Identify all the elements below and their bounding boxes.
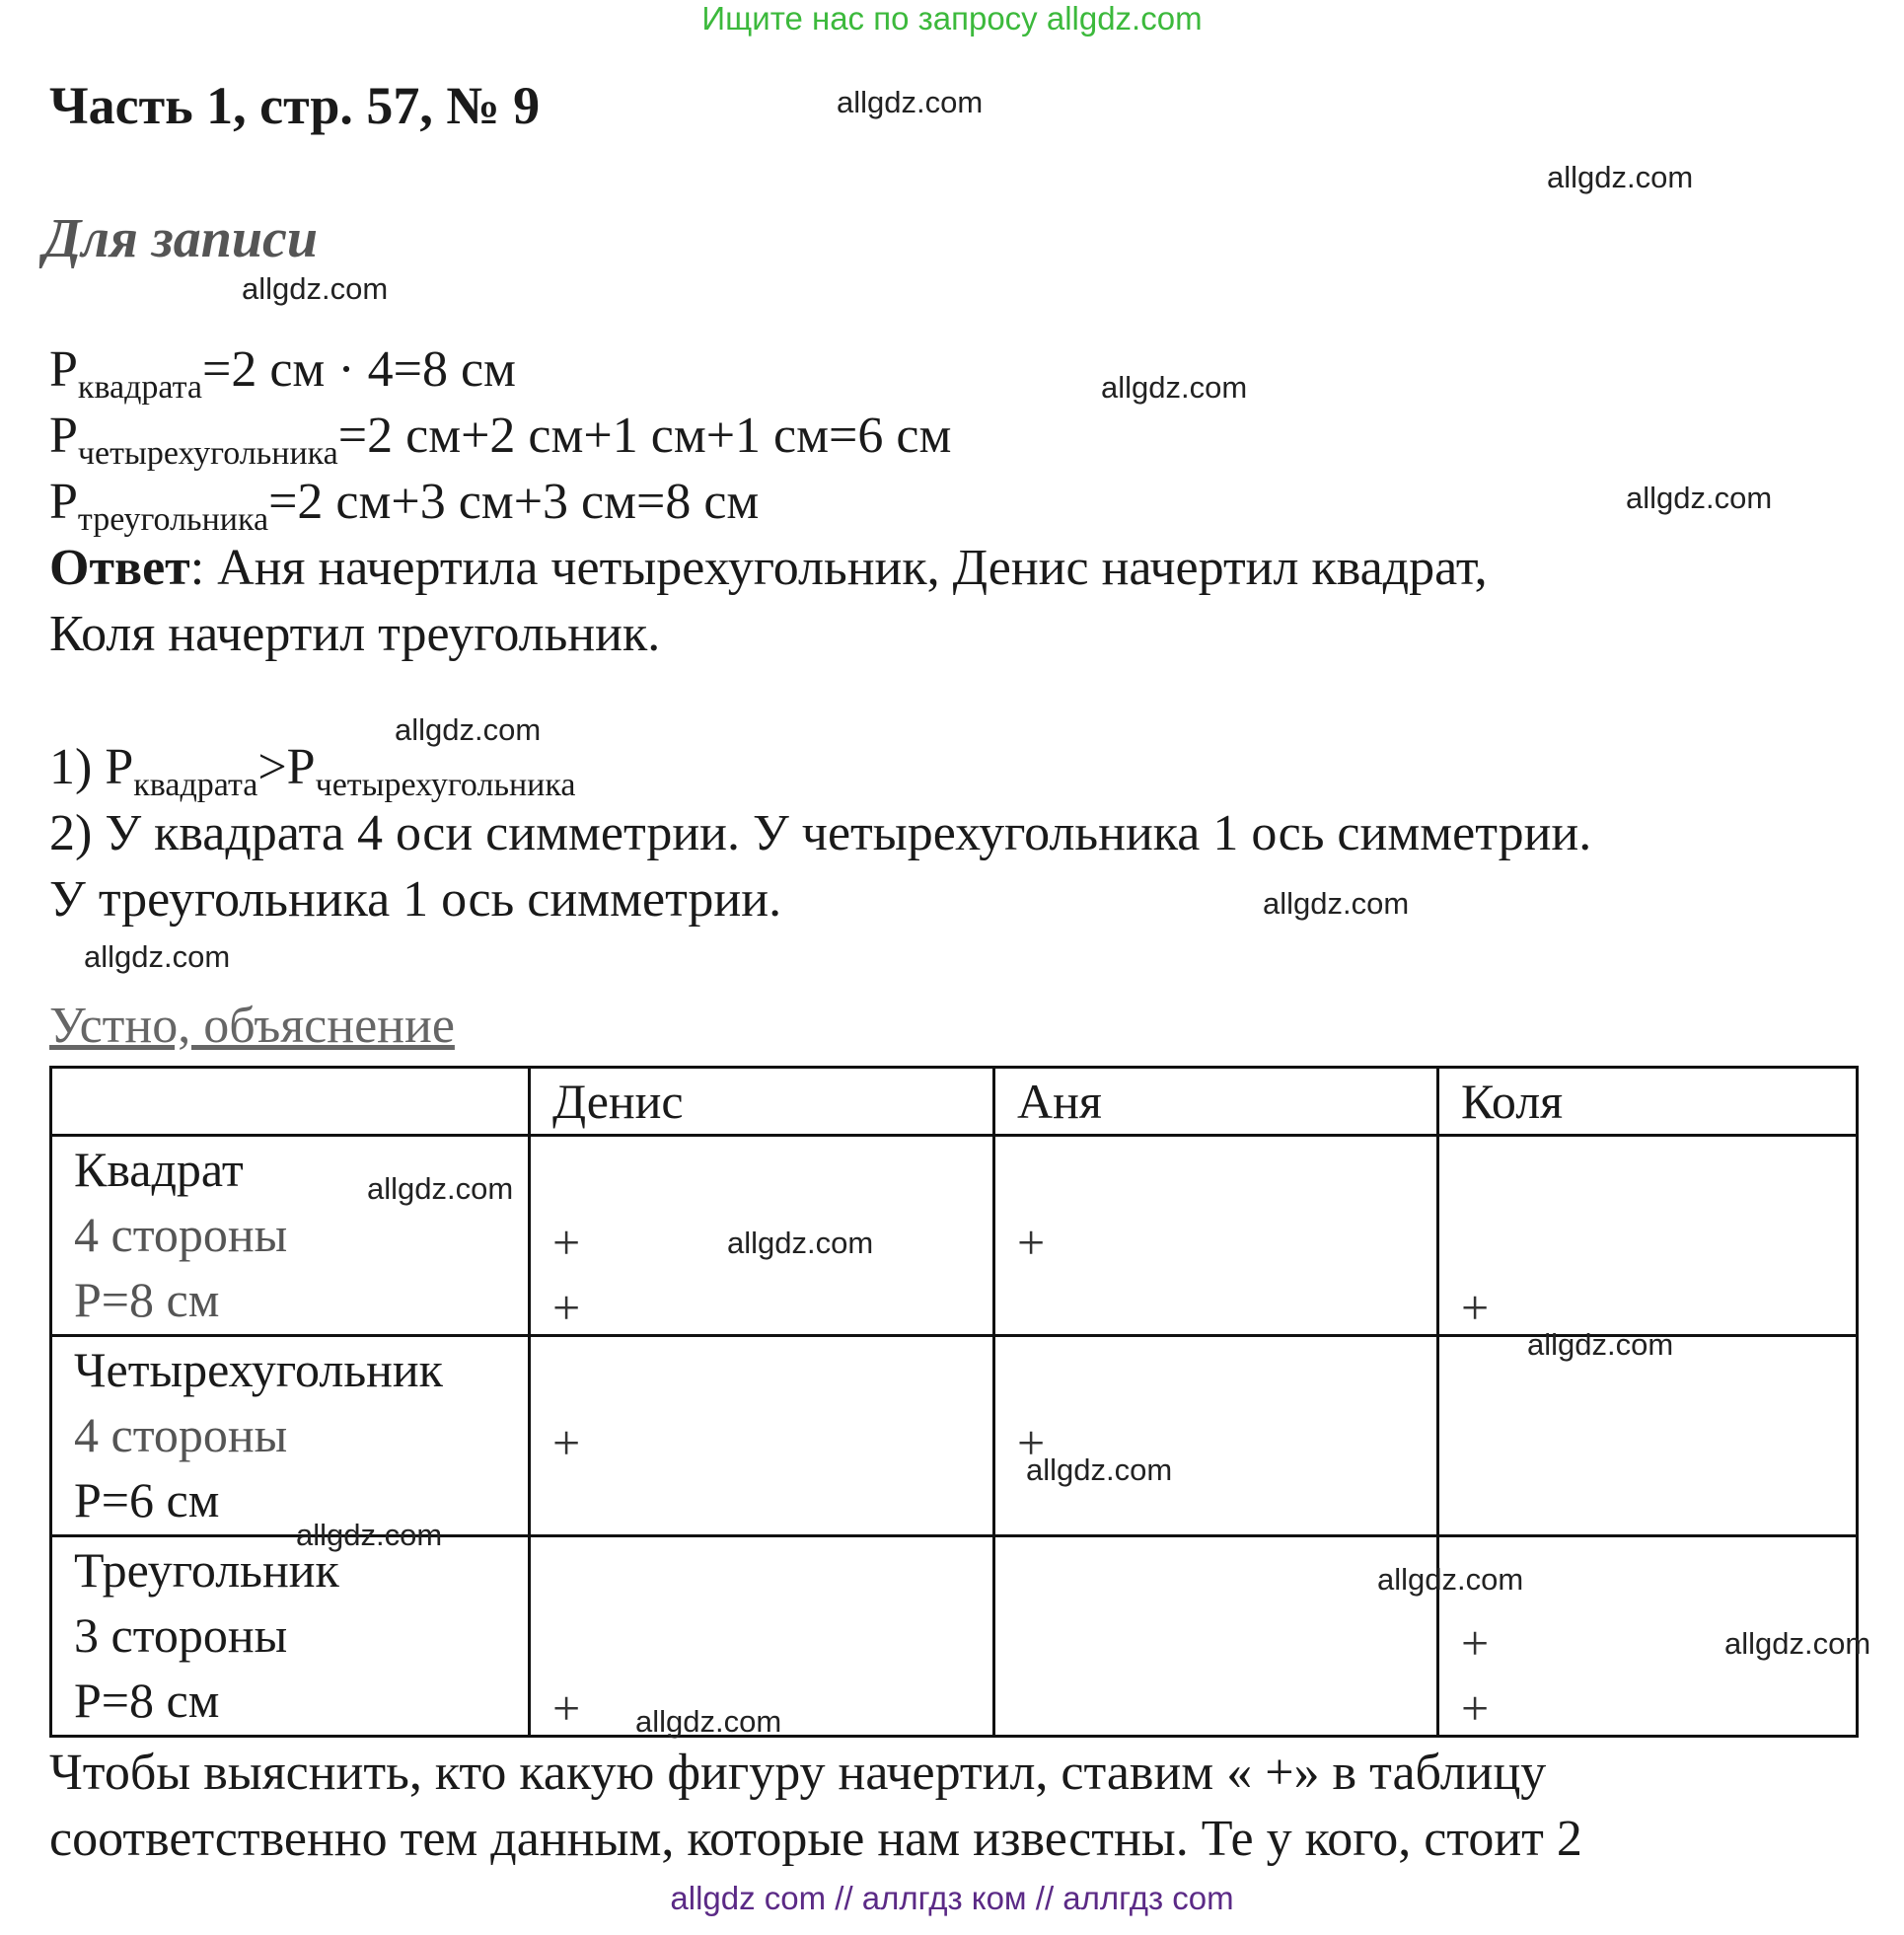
header-kolya: Коля (1438, 1068, 1858, 1136)
formula-quadrilateral: $P_{четырехугольника}=2$ см+2 см+1 см+1 см=6 см (49, 408, 952, 472)
plus-mark: + (1461, 1615, 1490, 1671)
watermark: allgdz.com (837, 85, 984, 119)
watermark: allgdz.com (1263, 886, 1410, 921)
watermark: allgdz.com (727, 1226, 874, 1260)
item-2-line-2: У треугольника 1 ось симметрии. (49, 871, 782, 928)
explanation-line-1: Чтобы выяснить, кто какую фигуру начертил, ставим « +» в таблицу (49, 1745, 1547, 1801)
footer-links[interactable]: allgdz com // аллгдз ком // аллгдз com (670, 1880, 1234, 1916)
row-perimeter: P=8 см (74, 1272, 220, 1327)
plus-mark: + (1461, 1280, 1490, 1335)
row-label-quadrilateral (51, 1336, 530, 1536)
row-sides: 4 стороны (74, 1407, 288, 1462)
watermark: allgdz.com (635, 1704, 782, 1739)
item-2-line-1: 2) У квадрата 4 оси симметрии. У четырехугольника 1 ось симметрии. (49, 805, 1592, 861)
plus-mark: + (552, 1680, 581, 1736)
watermark: allgdz.com (1377, 1562, 1524, 1597)
plus-mark: + (552, 1280, 581, 1335)
plus-mark: + (552, 1415, 581, 1470)
row-perimeter: P=8 см (74, 1673, 220, 1728)
watermark: allgdz.com (1527, 1327, 1674, 1362)
table-row (51, 1536, 1858, 1737)
watermark: allgdz.com (395, 712, 542, 747)
table-row (51, 1136, 1858, 1336)
row-label-triangle (51, 1536, 530, 1737)
item-1: 1) $P_{квадрата}>P_{четырехугольника}$ (49, 739, 576, 803)
watermark: allgdz.com (1026, 1452, 1173, 1487)
row-name: Четырехугольник (74, 1342, 443, 1397)
answer-line-1: Ответ: Аня начертила четырехугольник, Денис начертил квадрат, (49, 540, 1488, 596)
watermark: allgdz.com (296, 1518, 443, 1552)
top-banner[interactable]: Ищите нас по запросу allgdz.com (701, 0, 1203, 37)
table-row (51, 1336, 1858, 1536)
answer-line-2: Коля начертил треугольник. (49, 606, 661, 662)
table-corner-cell (51, 1068, 530, 1136)
watermark: allgdz.com (1547, 160, 1694, 194)
row-perimeter: P=6 см (74, 1472, 220, 1527)
figures-table (49, 1066, 1859, 1738)
formula-triangle: $P_{треугольника}=2$ см+3 см+3 см=8 см (49, 474, 760, 538)
header-denis: Денис (530, 1068, 994, 1136)
section-subtitle: Для записи (43, 208, 318, 269)
watermark: allgdz.com (1626, 481, 1773, 515)
plus-mark: + (1017, 1215, 1046, 1270)
page-title: Часть 1, стр. 57, № 9 (49, 76, 541, 135)
row-name: Треугольник (74, 1542, 339, 1598)
plus-mark: + (1017, 1415, 1046, 1470)
formula-square: $P_{квадрата}=2$ см · 4=8 см (49, 341, 516, 406)
watermark: allgdz.com (367, 1171, 514, 1206)
watermark: allgdz.com (1724, 1626, 1871, 1661)
plus-mark: + (1461, 1680, 1490, 1736)
watermark: allgdz.com (84, 939, 231, 974)
row-name: Квадрат (74, 1142, 244, 1197)
row-label-square (51, 1136, 530, 1336)
watermark: allgdz.com (242, 271, 389, 306)
header-anya: Аня (994, 1068, 1438, 1136)
section-title: Устно, объяснение (49, 998, 455, 1054)
watermark: allgdz.com (1101, 370, 1248, 405)
explanation-line-2: соответственно тем данным, которые нам известны. Те у кого, стоит 2 (49, 1811, 1582, 1867)
row-sides: 3 стороны (74, 1607, 288, 1663)
plus-mark: + (552, 1215, 581, 1270)
table-header-row (51, 1068, 1858, 1136)
row-sides: 4 стороны (74, 1207, 288, 1262)
